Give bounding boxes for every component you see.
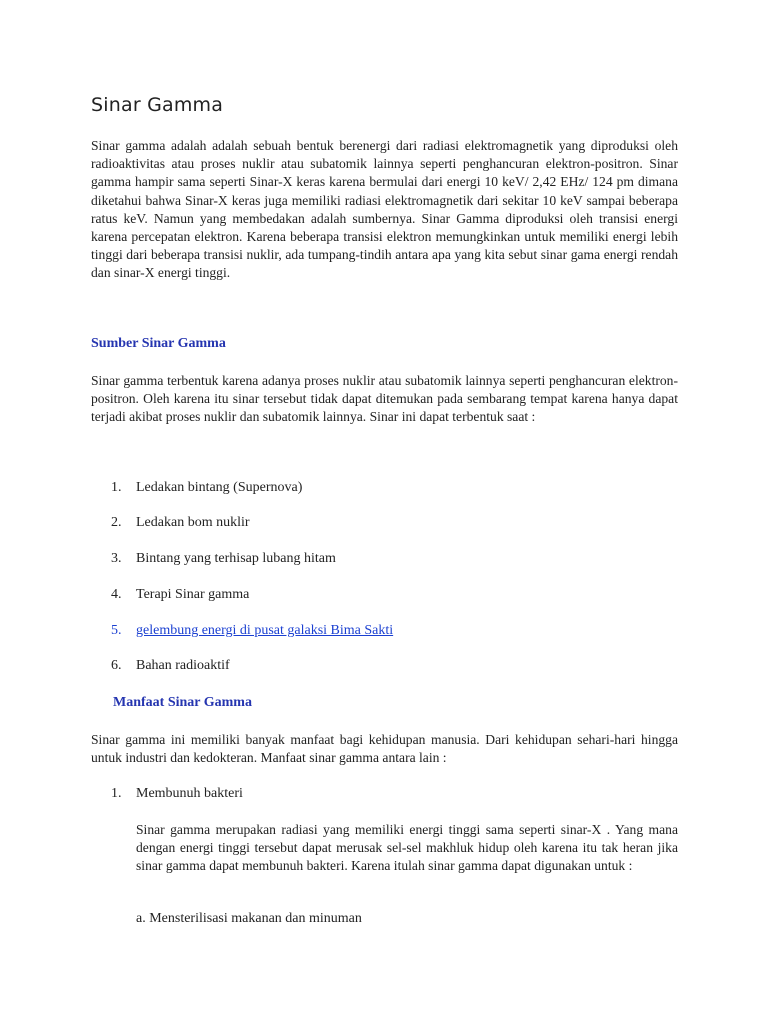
list-item-label: Ledakan bom nuklir: [136, 515, 250, 530]
list-item-number: 1.: [111, 786, 122, 801]
list-item-number[interactable]: 5.: [111, 623, 122, 638]
list-item-number: 2.: [111, 515, 122, 530]
list-item-label: Ledakan bintang (Supernova): [136, 480, 303, 495]
list-item-label: Bintang yang terhisap lubang hitam: [136, 551, 336, 566]
list-item: [111, 480, 302, 496]
intro-paragraph: Sinar gamma adalah adalah sebuah bentuk berenergi dari radiasi elektromagnetik yang diproduksi oleh radioaktivitas atau proses nuklir atau subatomik lainnya seperti penghancuran elektron-positron. Sinar gamma hampir sama seperti Sinar-X keras karena bermulai dari energi 10 keV/ 2,42 EHz/ 124 pm dimana diketahui bahwa Sinar-X keras juga memiliki radiasi elektromagnetik dari sekitar 10 keV sampai beberapa ratus keV. Namun yang membedakan adalah sumbernya. Sinar Gamma diproduksi oleh transisi energi karena percepatan elektron. Karena beberapa transisi elektron memungkinkan untuk memiliki energi lebih tinggi dari beberapa transisi nuklir, ada tumpang-tindih antara apa yang kita sebut sinar gama energi rendah dan sinar-X energi tinggi.: [91, 138, 678, 281]
list-item: [111, 551, 336, 567]
list-item-number: 1.: [111, 480, 122, 495]
list-item-label: Membunuh bakteri: [136, 786, 243, 801]
list-item-number: 3.: [111, 551, 122, 566]
list-item: [111, 658, 230, 674]
list-item: [111, 587, 249, 603]
list-item-label: Bahan radioaktif: [136, 658, 230, 673]
list-item-link[interactable]: [111, 623, 393, 639]
galaksi-bima-sakti-link[interactable]: gelembung energi di pusat galaksi Bima Sakti: [136, 623, 394, 638]
list-item-label: Terapi Sinar gamma: [136, 587, 250, 602]
sumber-paragraph: Sinar gamma terbentuk karena adanya proses nuklir atau subatomik lainnya seperti penghancuran elektron-positron. Oleh karena itu sinar tersebut tidak dapat ditemukan pada sembarang tempat karena hanya dapat terjadi akibat proses nuklir dan subatomik lainnya. Sinar ini dapat terbentuk saat :: [91, 373, 678, 425]
membunuh-bakteri-paragraph: Sinar gamma merupakan radiasi yang memiliki energi tinggi sama seperti sinar-X . Yang mana dengan energi tinggi tersebut dapat merusak sel-sel makhluk hidup oleh karena itu tak heran jika sinar gamma dapat membunuh bakteri. Karena itulah sinar gamma dapat digunakan untuk :: [136, 822, 678, 874]
sumber-heading: Sumber Sinar Gamma: [91, 336, 226, 351]
list-item: [111, 786, 243, 802]
manfaat-paragraph: Sinar gamma ini memiliki banyak manfaat bagi kehidupan manusia. Dari kehidupan sehari-hari hingga untuk industri dan kedokteran. Manfaat sinar gamma antara lain :: [91, 732, 678, 766]
list-item: [111, 515, 250, 531]
manfaat-heading: Manfaat Sinar Gamma: [113, 695, 252, 710]
page-title: Sinar Gamma: [91, 94, 224, 116]
sub-item-a: a. Mensterilisasi makanan dan minuman: [136, 911, 362, 926]
list-item-number: 6.: [111, 658, 122, 673]
list-item-number: 4.: [111, 587, 122, 602]
